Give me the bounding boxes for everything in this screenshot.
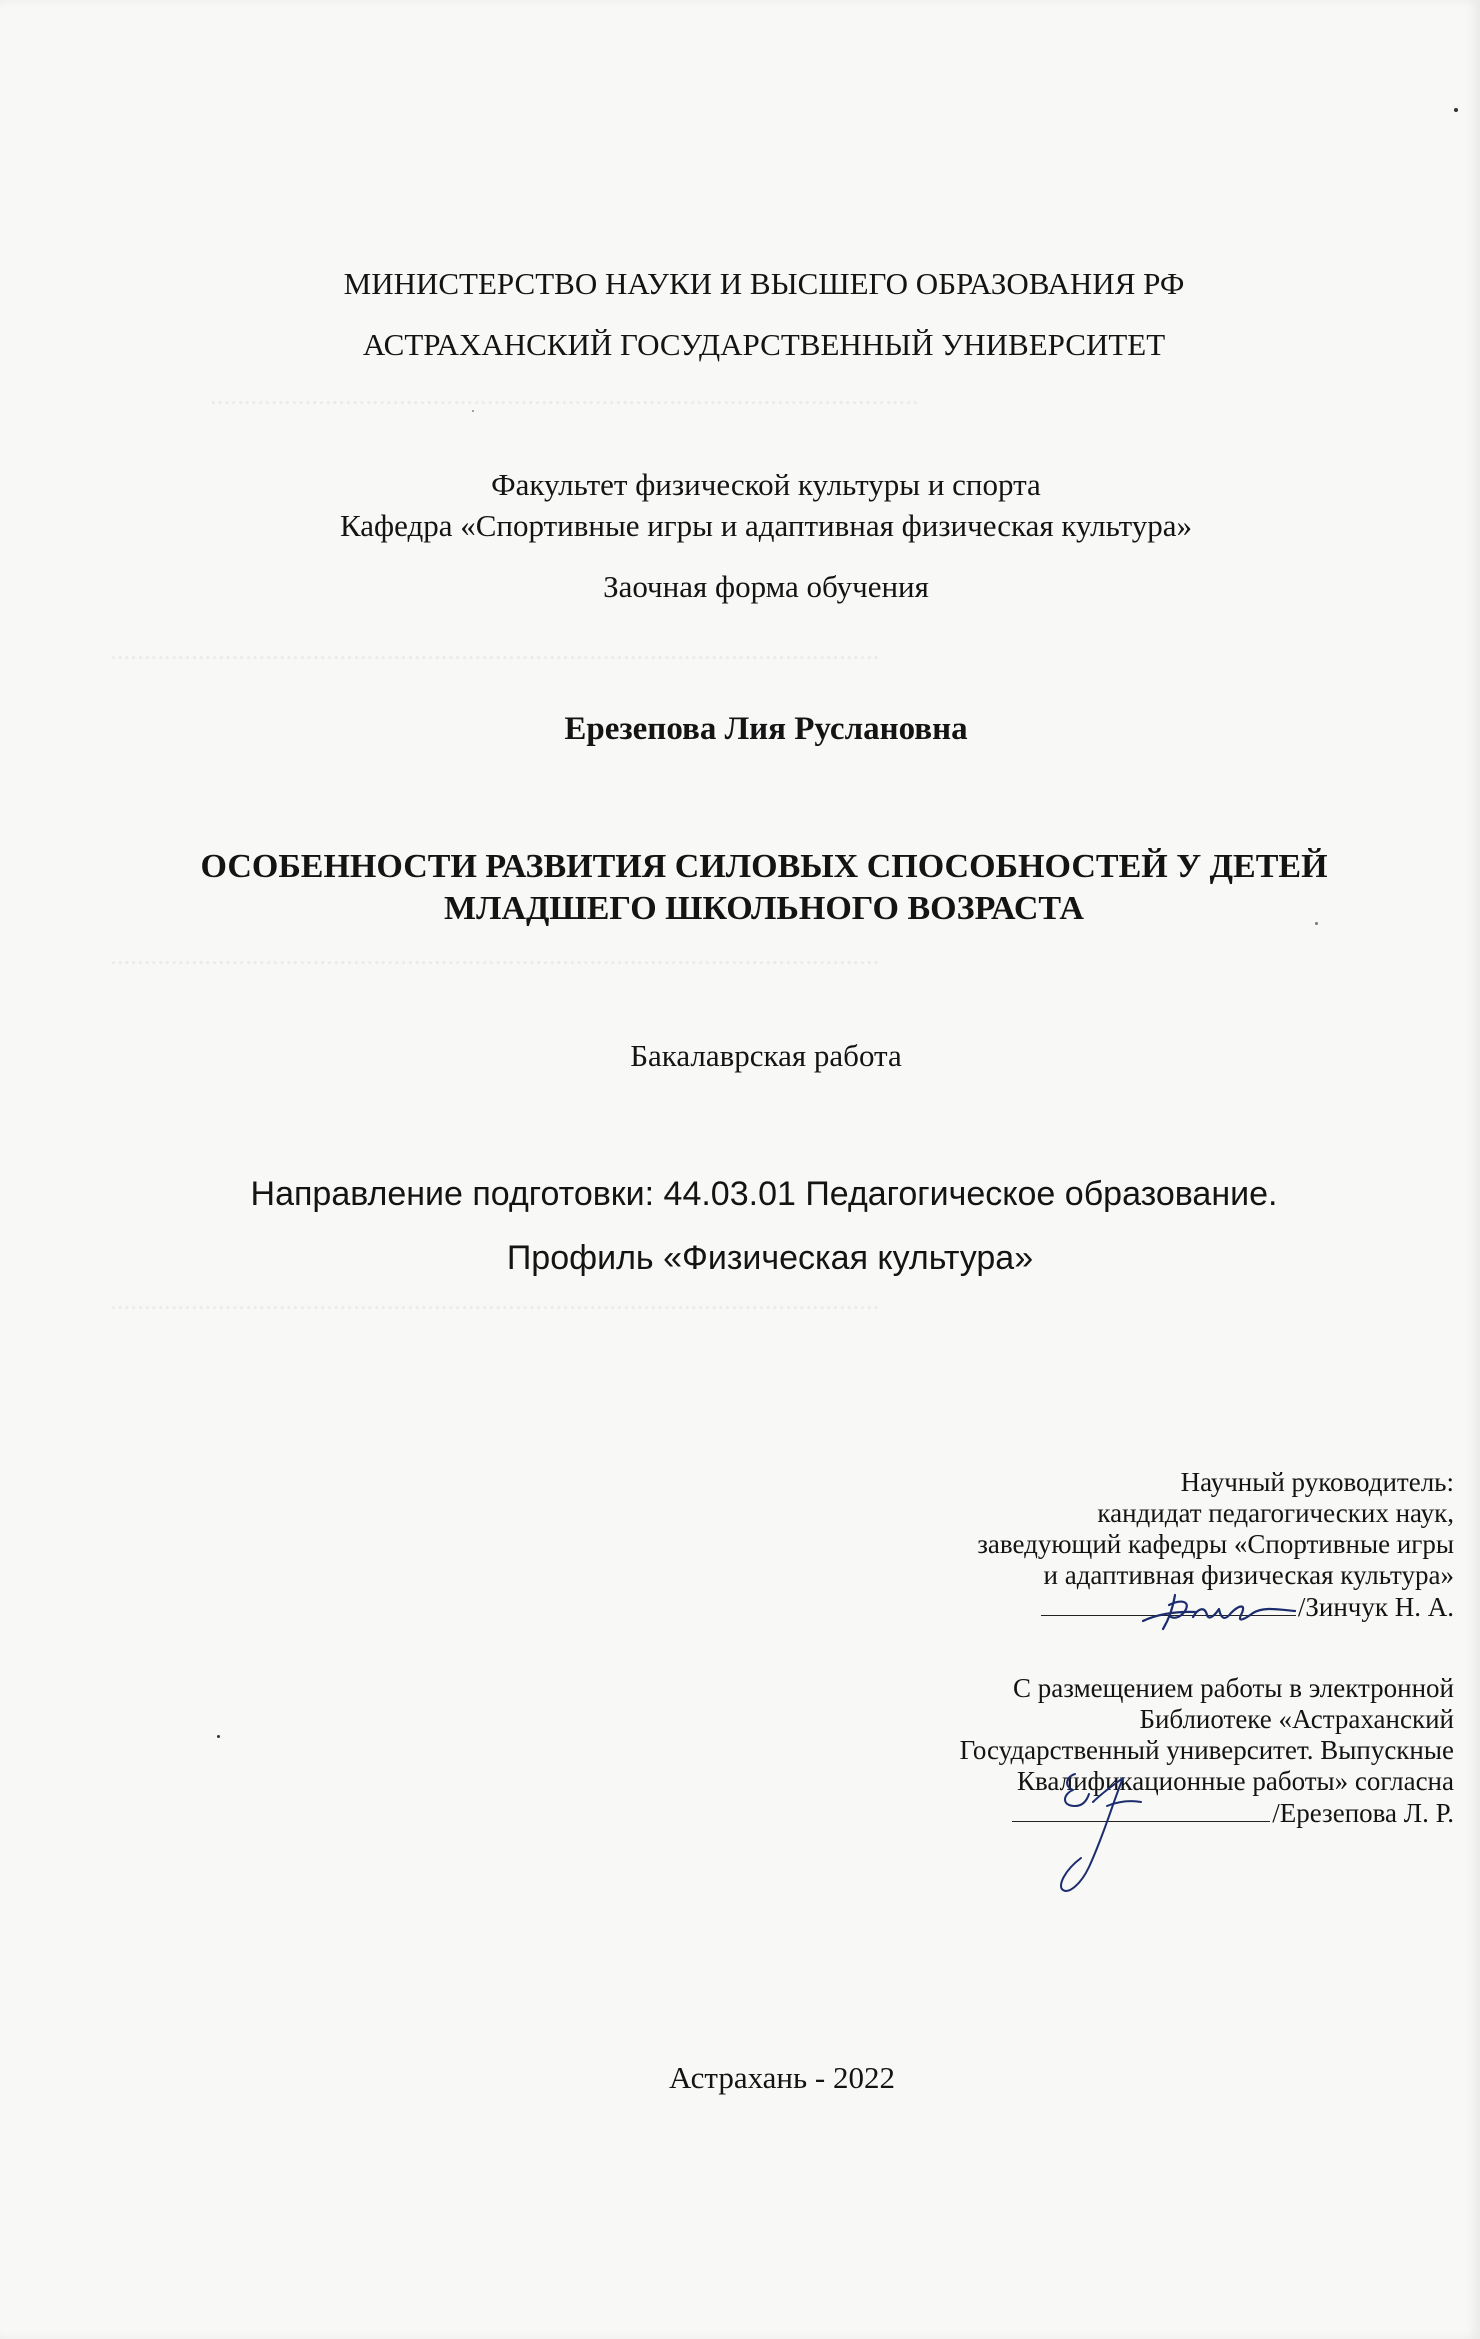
consent-block	[960, 1673, 1454, 1829]
consent-line-3: Государственный университет. Выпускные	[959, 1735, 1454, 1765]
bleed-through-text: ..................................................................................................................	[110, 940, 880, 970]
profile-line: Профиль «Физическая культура»	[506, 1239, 1034, 1277]
author-name: Ерезепова Лия Руслановна	[564, 711, 968, 747]
supervisor-position: заведующий кафедры «Спортивные игры	[977, 1529, 1454, 1559]
ministry-heading: МИНИСТЕРСТВО НАУКИ И ВЫСШЕГО ОБРАЗОВАНИЯ РФ	[343, 266, 1185, 301]
scan-speck	[1315, 922, 1318, 925]
faculty-name: Факультет физической культуры и спорта	[491, 467, 1041, 502]
supervisor-degree: кандидат педагогических наук,	[1097, 1498, 1454, 1528]
supervisor-block	[977, 1467, 1454, 1623]
supervisor-signature-line	[977, 1591, 1454, 1623]
student-name: /Ерезепова Л. Р.	[1272, 1798, 1454, 1828]
bleed-through-text: .........................................................................................................	[210, 380, 919, 410]
scan-speck	[1454, 108, 1458, 112]
signature-underline	[1041, 1591, 1296, 1616]
city-year: Астрахань - 2022	[669, 2060, 895, 2095]
bleed-through-text: ..................................................................................................................	[110, 1285, 880, 1315]
scan-speck	[217, 1735, 220, 1738]
consent-line-4: Квалификационные работы» согласна	[1017, 1766, 1454, 1796]
consent-line-2: Библиотеке «Астраханский	[1139, 1704, 1454, 1734]
thesis-title-line-2: МЛАДШЕГО ШКОЛЬНОГО ВОЗРАСТА	[444, 890, 1084, 927]
scan-speck	[472, 410, 474, 412]
study-form: Заочная форма обучения	[603, 569, 929, 604]
supervisor-label: Научный руководитель:	[1180, 1467, 1454, 1497]
university-heading: АСТРАХАНСКИЙ ГОСУДАРСТВЕННЫЙ УНИВЕРСИТЕТ	[362, 327, 1166, 362]
consent-signature-line	[960, 1797, 1454, 1829]
supervisor-name: /Зинчук Н. А.	[1297, 1592, 1454, 1622]
department-name: Кафедра «Спортивные игры и адаптивная физическая культура»	[340, 508, 1192, 543]
consent-line-1: С размещением работы в электронной	[1013, 1673, 1454, 1703]
bleed-through-text: ..................................................................................................................	[110, 635, 880, 665]
signature-underline	[1012, 1797, 1270, 1822]
supervisor-department: и адаптивная физическая культура»	[1043, 1560, 1454, 1590]
thesis-title-line-1: ОСОБЕННОСТИ РАЗВИТИЯ СИЛОВЫХ СПОСОБНОСТЕЙ У ДЕТЕЙ	[200, 848, 1328, 885]
direction-line: Направление подготовки: 44.03.01 Педагогическое образование.	[250, 1175, 1278, 1213]
work-type: Бакалаврская работа	[630, 1038, 902, 1073]
